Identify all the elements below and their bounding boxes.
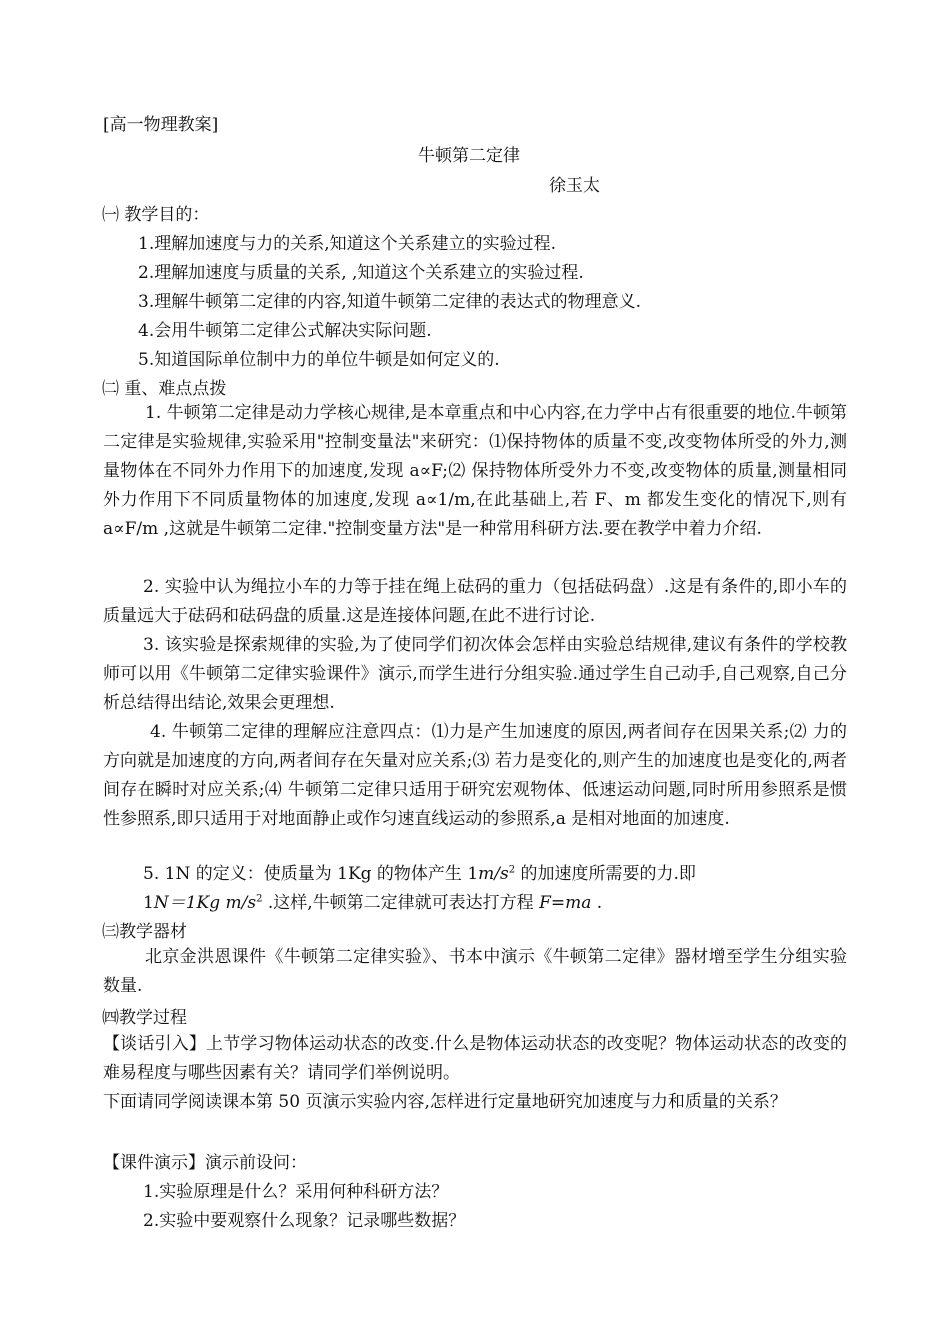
objective-item: 4.会用牛顿第二定律公式解决实际问题.	[138, 321, 432, 341]
keypoint-paragraph-4: 4. 牛顿第二定律的理解应注意四点：⑴力是产生加速度的原因,两者间存在因果关系;⑵ 力的方向就是加速度的方向,两者间存在矢量对应关系;⑶ 若力是变化的,则产生的加速度也是变化的,两者间存在瞬时对应关系;⑷ 牛顿第二定律只适用于研究宏观物体、低速运动问题,同时所用参照系是惯性参照系,即只适用于对地面静止或作匀速直线运动的参照系,a 是相对地面的加速度.	[103, 722, 847, 829]
doc-title: 牛顿第二定律	[418, 146, 520, 166]
unit-definition-line	[143, 863, 696, 885]
objective-item: 5.知道国际单位制中力的单位牛顿是如何定义的.	[138, 350, 500, 370]
exponent: 2	[256, 893, 263, 905]
process-reading: 下面请同学阅读课本第 50 页演示实验内容,怎样进行定量地研究加速度与力和质量的关系？	[103, 1092, 787, 1112]
demo-question-1: 1.实验原理是什么？采用何种科研方法？	[143, 1182, 449, 1202]
equipment-text: 北京金洪恩课件《牛顿第二定律实验》、书本中演示《牛顿第二定律》器材增至学生分组实验数量.	[103, 947, 847, 996]
demo-question-2: 2.实验中要观察什么现象？记录哪些数据？	[143, 1211, 466, 1231]
objectives-heading: ㈠ 教学目的：	[102, 205, 210, 225]
objective-item: 1.理解加速度与力的关系,知道这个关系建立的实验过程.	[138, 234, 557, 254]
process-heading: ㈣教学过程	[102, 1008, 187, 1028]
unit-definition-text: 5. 1N 的定义：使质量为 1Kg 的物体产生 1	[143, 864, 479, 884]
keypoint-paragraph-3: 3. 该实验是探索规律的实验,为了使同学们初次体会怎样由实验总结规律,建议有条件的学校教师可以用《牛顿第二定律实验课件》演示,而学生进行分组实验.通过学生自己动手,自己观察,自己分析总结得出结论,效果会更理想.	[103, 635, 847, 713]
equation-units: Kg m/s	[196, 893, 257, 913]
objective-item: 3.理解牛顿第二定律的内容,知道牛顿第二定律的表达式的物理意义.	[138, 292, 642, 312]
equation-equals: ＝1	[168, 893, 197, 913]
equation-newton: N	[153, 893, 169, 913]
unit-definition-tail: 的加速度所需要的力.即	[515, 864, 696, 884]
keypoint-paragraph-2: 2. 实验中认为绳拉小车的力等于挂在绳上砝码的重力（包括砝码盘）.这是有条件的,即小车的质量远大于砝码和砝码盘的质量.这是连接体问题,在此不进行讨论.	[103, 577, 847, 626]
newton-equation-line	[143, 892, 602, 914]
doc-author: 徐玉太	[549, 176, 600, 196]
equation-number: 1	[143, 893, 154, 913]
equipment-heading: ㈢教学器材	[102, 922, 187, 942]
demo-heading: 【课件演示】演示前设问：	[103, 1153, 307, 1173]
keypoint-paragraph-1: 1. 牛顿第二定律是动力学核心规律,是本章重点和中心内容,在力学中占有很重要的地位.牛顿第二定律是实验规律,实验采用"控制变量法"来研究：⑴保持物体的质量不变,改变物体所受的外力,测量物体在不同外力作用下的加速度,发现 a∝F;⑵ 保持物体所受外力不变,改变物体的质量,测量相同外力作用下不同质量物体的加速度,发现 a∝1/m,在此基础上,若 F、m 都发生变化的情况下,则有 a∝F/m ,这就是牛顿第二定律."控制变量方法"是一种常用科研方法.要在教学中着力介绍.	[103, 403, 847, 539]
doc-tag: [高一物理教案]	[103, 115, 219, 135]
exponent: 2	[508, 864, 516, 876]
keypoints-heading: ㈡ 重、难点点拨	[102, 379, 227, 399]
formula: F=ma	[539, 893, 592, 913]
objective-item: 2.理解加速度与质量的关系, ,知道这个关系建立的实验过程.	[138, 263, 584, 283]
equation-text: .这样,牛顿第二定律就可表达打方程	[262, 893, 540, 913]
unit-symbol: m/s	[478, 864, 509, 884]
process-intro: 【谈话引入】上节学习物体运动状态的改变.什么是物体运动状态的改变呢？物体运动状态的改变的难易程度与哪些因素有关？请同学们举例说明。	[103, 1034, 847, 1083]
equation-end: .	[591, 893, 603, 913]
